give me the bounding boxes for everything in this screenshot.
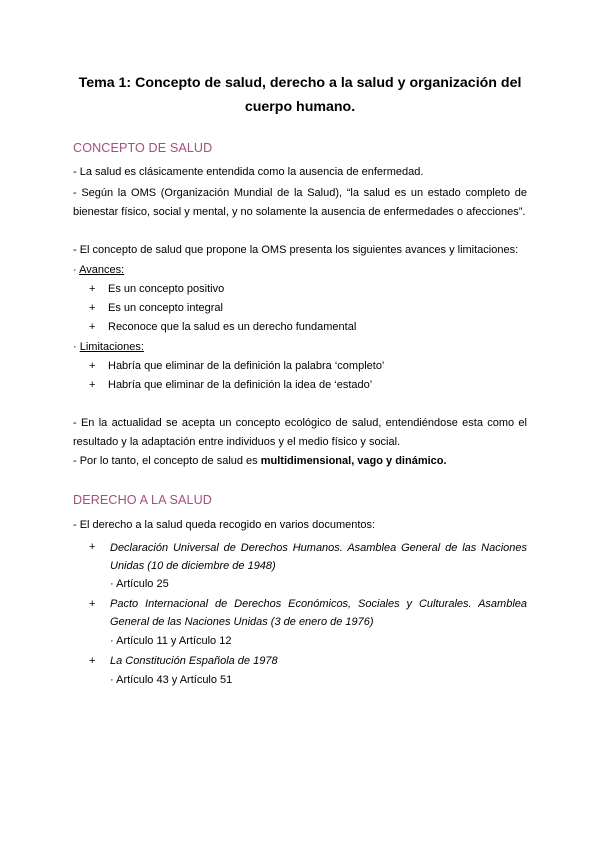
bullet-plus: +: [89, 598, 96, 610]
paragraph-derecho-intro: - El derecho a la salud queda recogido en varios documentos:: [73, 519, 376, 531]
bullet-plus: +: [89, 541, 96, 553]
page-title: [60, 71, 540, 119]
document-articles: · Artículo 25: [110, 578, 169, 590]
title-line-2: cuerpo humano.: [244, 99, 356, 115]
document-articles: · Artículo 43 y Artículo 51: [110, 674, 233, 686]
document-title: La Constitución Española de 1978: [110, 655, 278, 667]
bullet-plus: +: [89, 655, 96, 667]
title-line-1: Tema 1: Concepto de salud, derecho a la salud y organización del: [78, 75, 522, 91]
paragraph-conclusion: - Por lo tanto, el concepto de salud es multidimensional, vago y dinámico.: [73, 455, 447, 467]
bullet-plus: +: [89, 321, 96, 333]
avance-item: Es un concepto integral: [108, 302, 223, 314]
paragraph-avances-limitaciones: - El concepto de salud que propone la OMS presenta los siguientes avances y limitaciones:: [73, 244, 519, 256]
document-title: Pacto Internacional de Derechos Económicos, Sociales y Culturales. Asamblea General de las Naciones Unidas (3 de enero de 1976): [110, 598, 527, 628]
bullet-plus: +: [89, 360, 96, 372]
section-heading-concepto: CONCEPTO DE SALUD: [73, 141, 213, 155]
document-title: Declaración Universal de Derechos Humanos. Asamblea General de las Naciones Unidas (10 de diciembre de 1948): [110, 542, 527, 572]
document-articles: · Artículo 11 y Artículo 12: [110, 635, 232, 647]
paragraph-concepto-ecologico: - En la actualidad se acepta un concepto ecológico de salud, entendiéndose esta como el resultado y la adaptación entre individuos y el medio físico y social.: [73, 417, 527, 448]
avances-label: · Avances:: [73, 264, 125, 276]
bullet-plus: +: [89, 302, 96, 314]
section-heading-derecho: DERECHO A LA SALUD: [73, 493, 212, 507]
avance-item: Es un concepto positivo: [108, 283, 225, 295]
limitacion-item: Habría que eliminar de la definición la palabra ‘completo’: [108, 360, 385, 372]
limitacion-item: Habría que eliminar de la definición la idea de ‘estado’: [108, 379, 373, 391]
paragraph-oms-definition: - Según la OMS (Organización Mundial de la Salud), “la salud es un estado completo de bienestar físico, social y mental, y no solamente la ausencia de enfermedades o afecciones”.: [73, 187, 527, 218]
bullet-plus: +: [89, 283, 96, 295]
paragraph-ausencia: - La salud es clásicamente entendida como la ausencia de enfermedad.: [73, 166, 424, 178]
limitaciones-label: · Limitaciones:: [73, 341, 144, 353]
bullet-plus: +: [89, 379, 96, 391]
avance-item: Reconoce que la salud es un derecho fundamental: [108, 321, 357, 333]
